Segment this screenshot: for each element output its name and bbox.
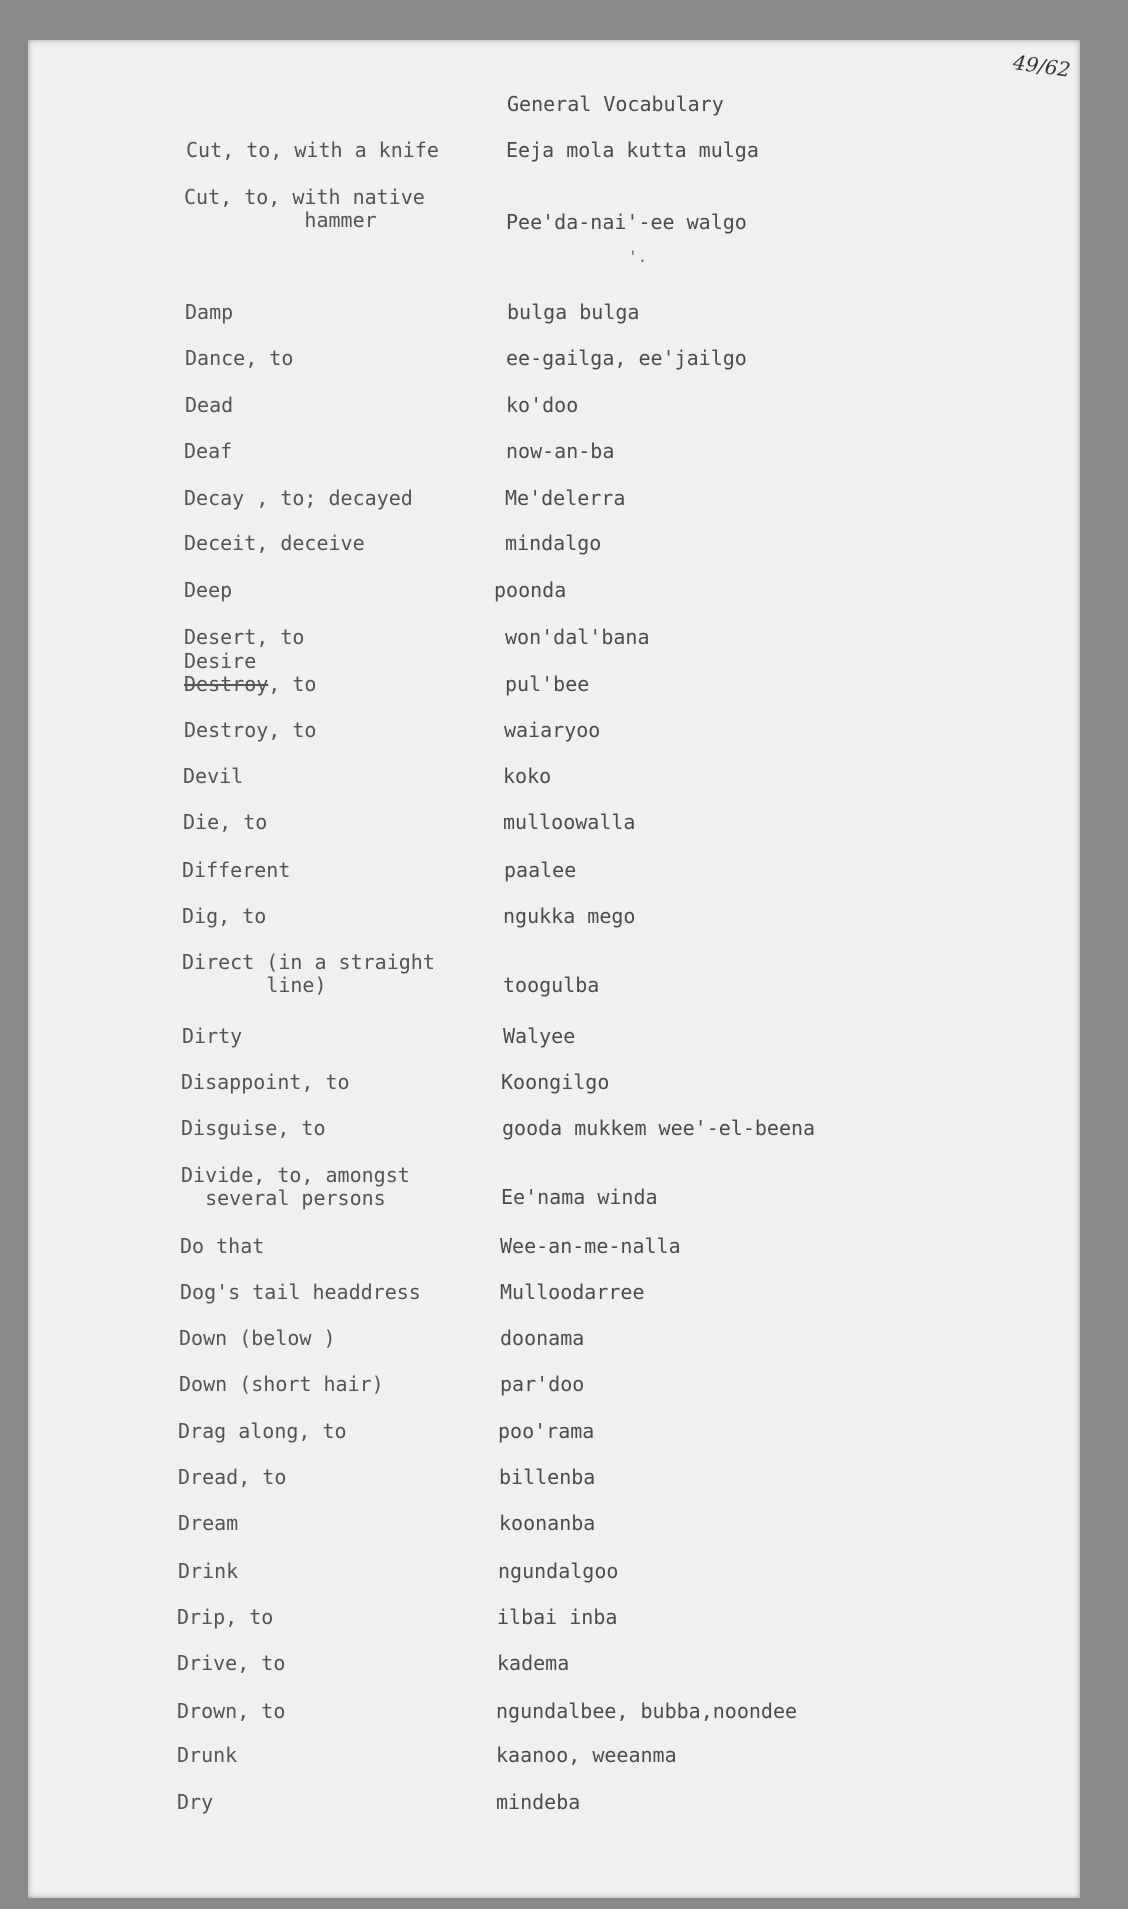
page-title: General Vocabulary <box>507 92 724 116</box>
english-term: Drip, to <box>177 1605 274 1629</box>
aboriginal-term: Koongilgo <box>501 1070 610 1094</box>
aboriginal-term: doonama <box>500 1326 585 1350</box>
english-term: Die, to <box>183 810 268 834</box>
english-term: Dirty <box>182 1024 243 1048</box>
aboriginal-term: Ee'nama winda <box>501 1185 658 1209</box>
english-term: Dig, to <box>182 904 267 928</box>
aboriginal-term: kaanoo, weeanma <box>496 1743 677 1767</box>
aboriginal-term: Walyee <box>503 1024 576 1048</box>
aboriginal-term: koko <box>503 764 552 788</box>
aboriginal-term: Wee-an-me-nalla <box>500 1234 681 1258</box>
aboriginal-term: ngundalbee, bubba,noondee <box>496 1699 798 1723</box>
struck-word: Destroy <box>184 672 269 696</box>
english-term: Dread, to <box>178 1465 287 1489</box>
aboriginal-term: billenba <box>499 1465 596 1489</box>
english-term: Dry <box>177 1790 214 1814</box>
english-term: Direct (in a straight line) <box>182 950 435 997</box>
english-term: Drag along, to <box>178 1419 347 1443</box>
aboriginal-term: koonanba <box>499 1511 596 1535</box>
aboriginal-term: Mulloodarree <box>500 1280 645 1304</box>
english-term: Divide, to, amongst several persons <box>181 1163 410 1210</box>
aboriginal-term: kadema <box>497 1651 570 1675</box>
english-term: Desert, to <box>184 625 305 649</box>
english-term: Drunk <box>177 1743 238 1767</box>
english-term: Down (short hair) <box>179 1372 384 1396</box>
english-term: Down (below ) <box>179 1326 336 1350</box>
aboriginal-term: mindeba <box>496 1790 581 1814</box>
aboriginal-term: ko'doo <box>506 393 579 417</box>
aboriginal-term: mindalgo <box>505 531 602 555</box>
english-term: Drown, to <box>177 1699 286 1723</box>
english-term: Drive, to <box>177 1651 286 1675</box>
english-term: Damp <box>185 300 234 324</box>
aboriginal-term: ngukka mego <box>503 904 636 928</box>
aboriginal-term: ilbai inba <box>497 1605 618 1629</box>
aboriginal-term: paalee <box>504 858 577 882</box>
english-term: Cut, to, with a knife <box>186 138 439 162</box>
english-term: Do that <box>180 1234 265 1258</box>
stray-mark: '. <box>628 247 648 266</box>
term-suffix: , to <box>268 672 317 696</box>
aboriginal-term: Pee'da-nai'-ee walgo <box>506 210 747 234</box>
aboriginal-term: ngundalgoo <box>498 1559 619 1583</box>
english-term: Decay , to; decayed <box>184 486 413 510</box>
english-term: Cut, to, with native hammer <box>184 185 425 232</box>
aboriginal-term: poo'rama <box>498 1419 595 1443</box>
aboriginal-term: won'dal'bana <box>505 625 650 649</box>
english-term: Disguise, to <box>181 1116 326 1140</box>
aboriginal-term: pul'bee <box>505 672 590 696</box>
english-term: Deceit, deceive <box>184 531 365 555</box>
english-term: Dead <box>185 393 234 417</box>
english-term: Devil <box>183 764 244 788</box>
english-term: Dream <box>178 1511 239 1535</box>
aboriginal-term: ee-gailga, ee'jailgo <box>506 346 747 370</box>
english-term <box>184 650 316 696</box>
aboriginal-term: gooda mukkem wee'-el-beena <box>502 1116 816 1140</box>
aboriginal-term: poonda <box>494 578 567 602</box>
aboriginal-term: Eeja mola kutta mulga <box>506 138 759 162</box>
aboriginal-term: toogulba <box>503 973 600 997</box>
aboriginal-term: now-an-ba <box>506 439 615 463</box>
english-term: Dog's tail headdress <box>180 1280 421 1304</box>
english-term: Destroy, to <box>184 718 317 742</box>
aboriginal-term: par'doo <box>500 1372 585 1396</box>
english-term: Dance, to <box>185 346 294 370</box>
inserted-word: Desire <box>184 649 257 673</box>
aboriginal-term: waiaryoo <box>504 718 601 742</box>
english-term: Disappoint, to <box>181 1070 350 1094</box>
english-term: Deep <box>184 578 233 602</box>
folio-number: 49/62 <box>1011 50 1073 82</box>
english-term: Deaf <box>184 439 233 463</box>
english-term: Drink <box>178 1559 239 1583</box>
aboriginal-term: bulga bulga <box>507 300 640 324</box>
aboriginal-term: Me'delerra <box>505 486 626 510</box>
english-term: Different <box>182 858 291 882</box>
aboriginal-term: mulloowalla <box>503 810 636 834</box>
